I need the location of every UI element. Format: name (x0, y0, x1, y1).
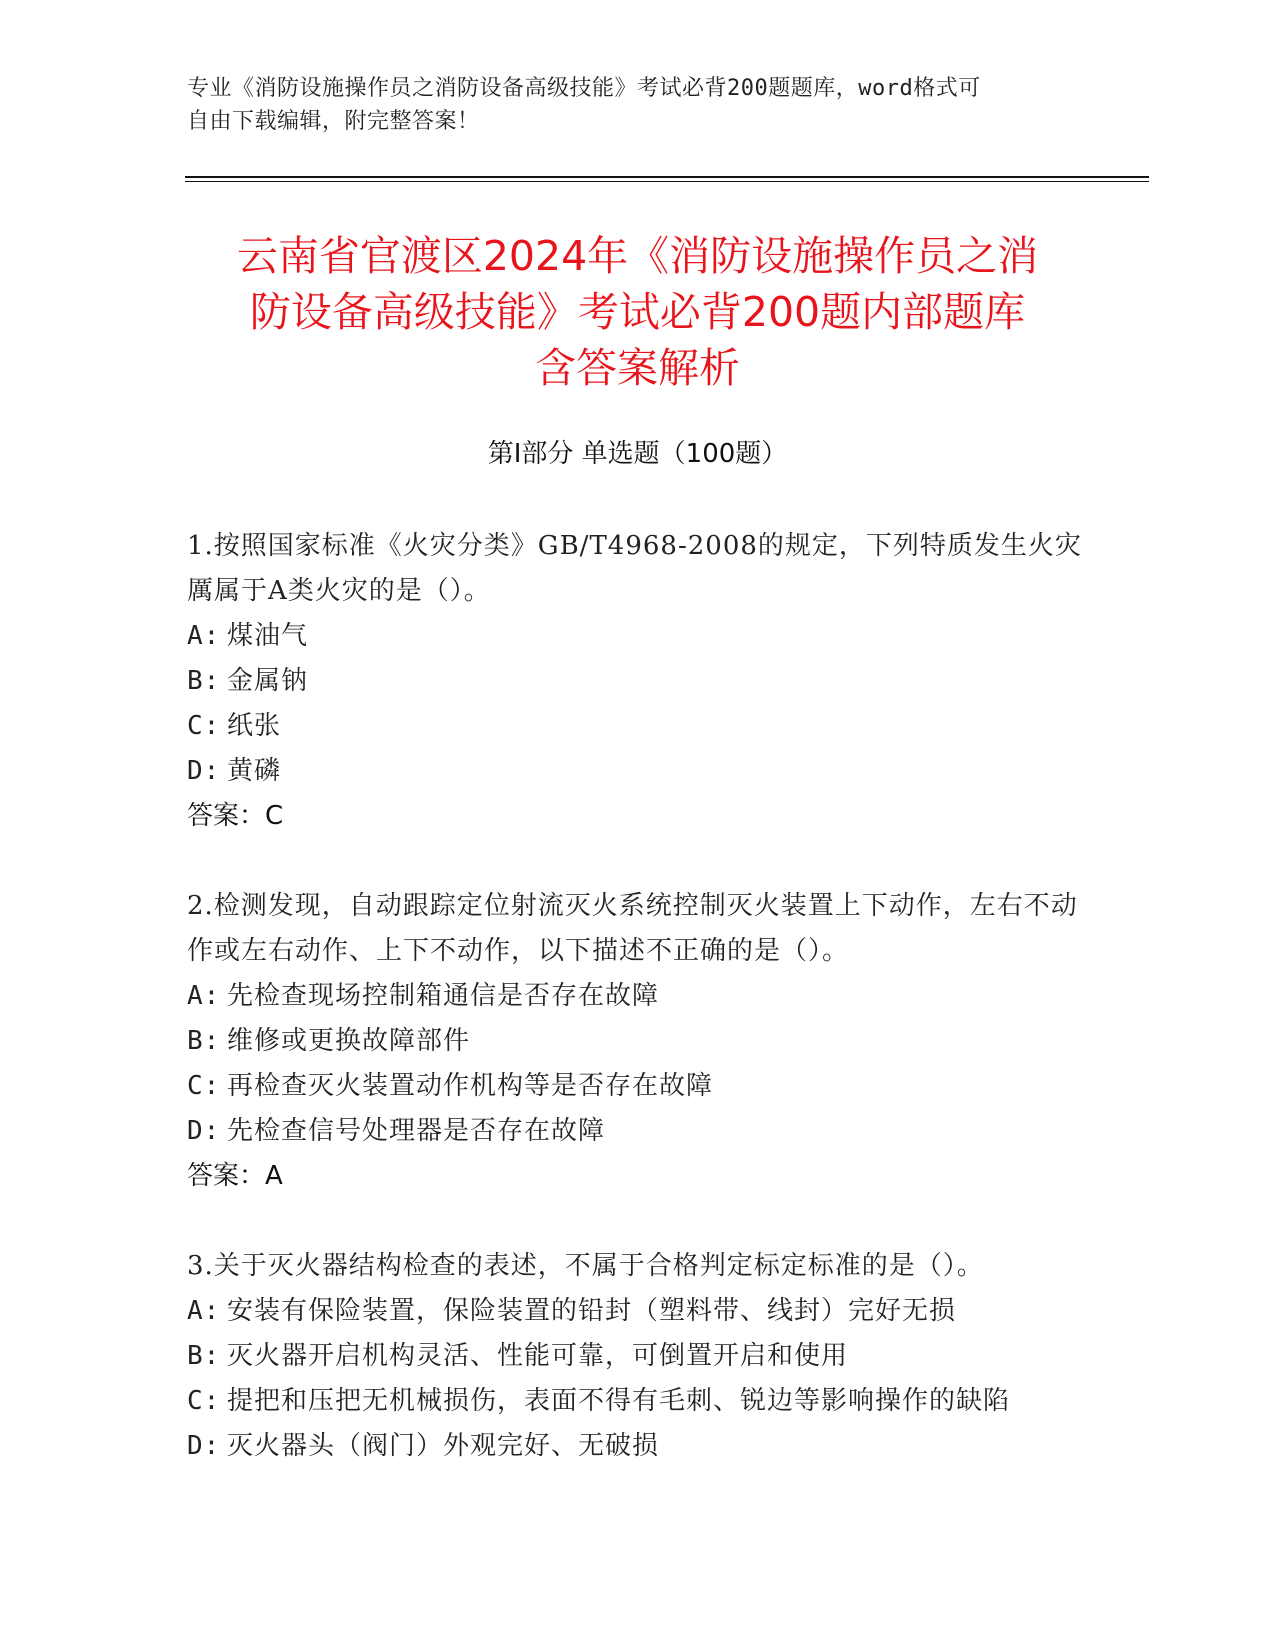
section-heading: 第Ⅰ部分 单选题（100题） (487, 439, 788, 469)
header-note-line-1: 专业《消防设施操作员之消防设备高级技能》考试必背200题题库，word格式可 (187, 76, 981, 101)
header-note-line-2: 自由下载编辑，附完整答案！ (187, 109, 480, 134)
option-a (187, 974, 1087, 1019)
answer: 答案：A (187, 1161, 283, 1191)
question-3 (187, 1244, 1087, 1469)
option-text: 先检查信号处理器是否存在故障 (227, 1116, 606, 1146)
header-divider-thick (185, 176, 1149, 178)
answer: 答案：C (187, 801, 284, 831)
option-text: 先检查现场控制箱通信是否存在故障 (227, 981, 660, 1011)
header-note (187, 72, 1087, 138)
option-b (187, 1019, 1087, 1064)
option-a (187, 614, 1087, 659)
option-text: 再检查灭火装置动作机构等是否存在故障 (227, 1071, 714, 1101)
option-c (187, 704, 1087, 749)
question-2 (187, 884, 1087, 1199)
option-c (187, 1379, 1087, 1424)
option-text: 安装有保险装置，保险装置的铅封（塑料带、线封）完好无损 (227, 1296, 957, 1326)
option-key: B: (187, 1026, 221, 1056)
option-text: 维修或更换故障部件 (227, 1026, 471, 1056)
option-c (187, 1064, 1087, 1109)
option-key: A: (187, 981, 221, 1011)
header-divider-thin (185, 181, 1149, 182)
option-text: 提把和压把无机械损伤，表面不得有毛刺、锐边等影响操作的缺陷 (227, 1386, 1011, 1416)
question-1 (187, 524, 1087, 839)
option-text: 黄磷 (227, 756, 282, 786)
question-stem: 3.关于灭火器结构检查的表述，不属于合格判定标定标准的是（）。 (187, 1251, 984, 1281)
option-b (187, 1334, 1087, 1379)
option-text: 灭火器头（阀门）外观完好、无破损 (227, 1431, 660, 1461)
option-key: B: (187, 1341, 221, 1371)
option-text: 灭火器开启机构灵活、性能可靠，可倒置开启和使用 (227, 1341, 849, 1371)
option-key: A: (187, 1296, 221, 1326)
option-d (187, 1109, 1087, 1154)
option-d (187, 749, 1087, 794)
option-key: A: (187, 621, 221, 651)
option-text: 金属钠 (227, 666, 309, 696)
document-title (160, 228, 1115, 396)
document-title-line-3: 含答案解析 (535, 344, 740, 392)
option-key: D: (187, 756, 221, 786)
option-b (187, 659, 1087, 704)
option-d (187, 1424, 1087, 1469)
option-a (187, 1289, 1087, 1334)
option-text: 煤油气 (227, 621, 309, 651)
document-title-line-1: 云南省官渡区2024年《消防设施操作员之消 (236, 232, 1039, 280)
option-key: D: (187, 1431, 221, 1461)
option-key: D: (187, 1116, 221, 1146)
document-title-line-2: 防设备高级技能》考试必背200题内部题库 (249, 288, 1026, 336)
option-key: C: (187, 711, 221, 741)
question-stem: 1.按照国家标准《火灾分类》GB/T4968-2008的规定，下列特质发生火灾厲属于A类火灾的是（）。 (187, 531, 1082, 606)
option-key: C: (187, 1386, 221, 1416)
option-key: B: (187, 666, 221, 696)
question-stem: 2.检测发现，自动跟踪定位射流灭火系统控制灭火装置上下动作，左右不动作或左右动作、上下不动作，以下描述不正确的是（）。 (187, 891, 1078, 966)
option-key: C: (187, 1071, 221, 1101)
option-text: 纸张 (227, 711, 282, 741)
